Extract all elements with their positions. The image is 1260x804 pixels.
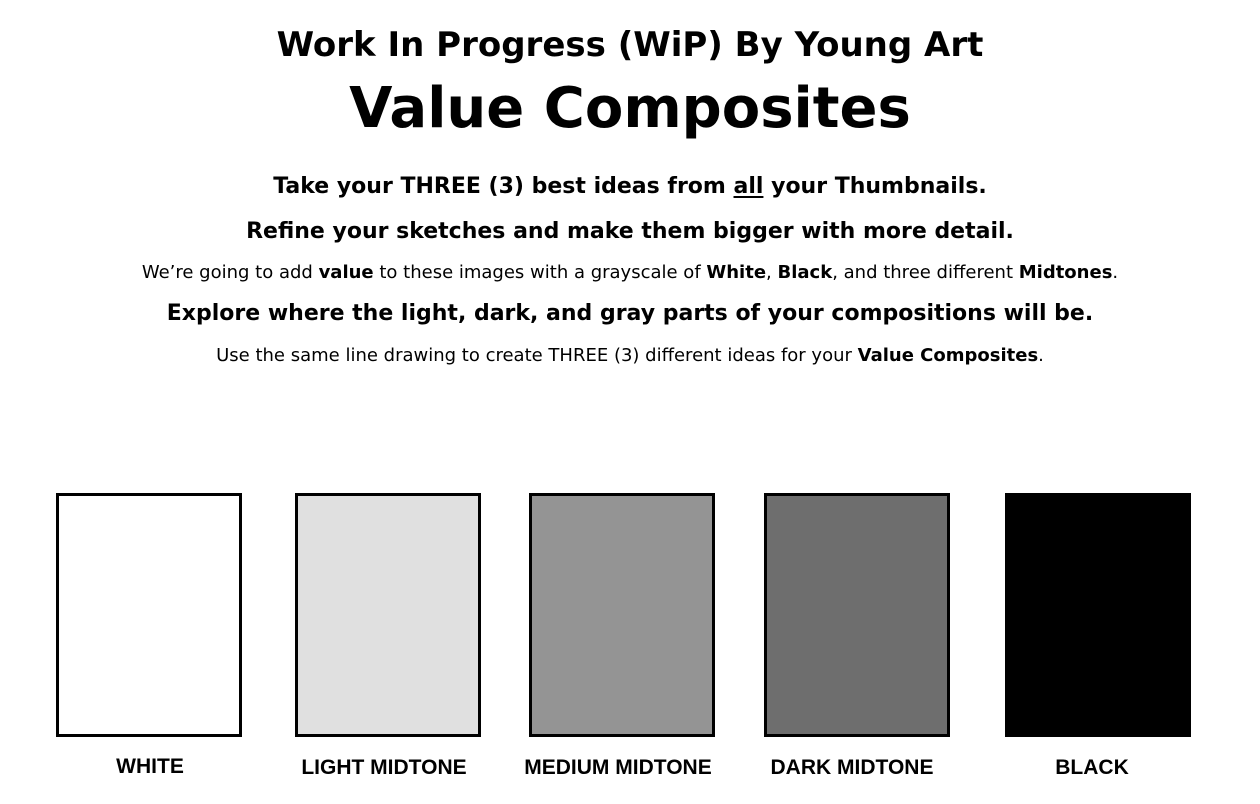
instruction-text: . [1112,262,1119,283]
instruction-line-4: Explore where the light, dark, and gray parts of your compositions will be. [166,301,1094,326]
swatch-label-medium-midtone: MEDIUM MIDTONE [524,756,712,779]
instruction-emphasis: White [706,262,767,283]
instruction-line-5 [0,342,1260,370]
swatch-black [1005,493,1191,737]
swatch-white [56,493,242,737]
instruction-text: . [1038,345,1044,366]
instruction-line-3 [0,259,1260,287]
swatch-medium-midtone [529,493,715,737]
instruction-text: We’re going to add [141,262,319,283]
instruction-emphasis: best [531,174,586,199]
instruction-text: Take your THREE (3) [273,174,532,199]
swatch-label-white: WHITE [116,755,184,778]
instruction-text: ideas from [585,174,734,199]
instruction-emphasis: Value Composites [857,345,1039,366]
instruction-line-1 [0,171,1260,203]
instruction-emphasis: value [318,262,374,283]
swatch-label-light-midtone: LIGHT MIDTONE [301,756,467,779]
swatch-label-dark-midtone: DARK MIDTONE [770,756,934,779]
instruction-line-2: Refine your sketches and make them bigger with more detail. [246,219,1014,244]
swatch-label-black: BLACK [1055,756,1129,779]
swatch-light-midtone [295,493,481,737]
instruction-text: your Thumbnails. [763,174,987,199]
instruction-text: , and three different [832,262,1019,283]
page-subtitle: Work In Progress (WiP) By Young Art [276,25,984,65]
swatch-dark-midtone [764,493,950,737]
page-title: Value Composites [349,76,911,141]
instruction-text: , [766,262,778,283]
instruction-text: to these images with a grayscale of [373,262,707,283]
instruction-emphasis: Black [777,262,833,283]
instruction-underline: all [733,174,764,199]
instruction-text: Use the same line drawing to create THREE (3) different ideas for your [216,345,858,366]
instruction-emphasis: Midtones [1018,262,1113,283]
